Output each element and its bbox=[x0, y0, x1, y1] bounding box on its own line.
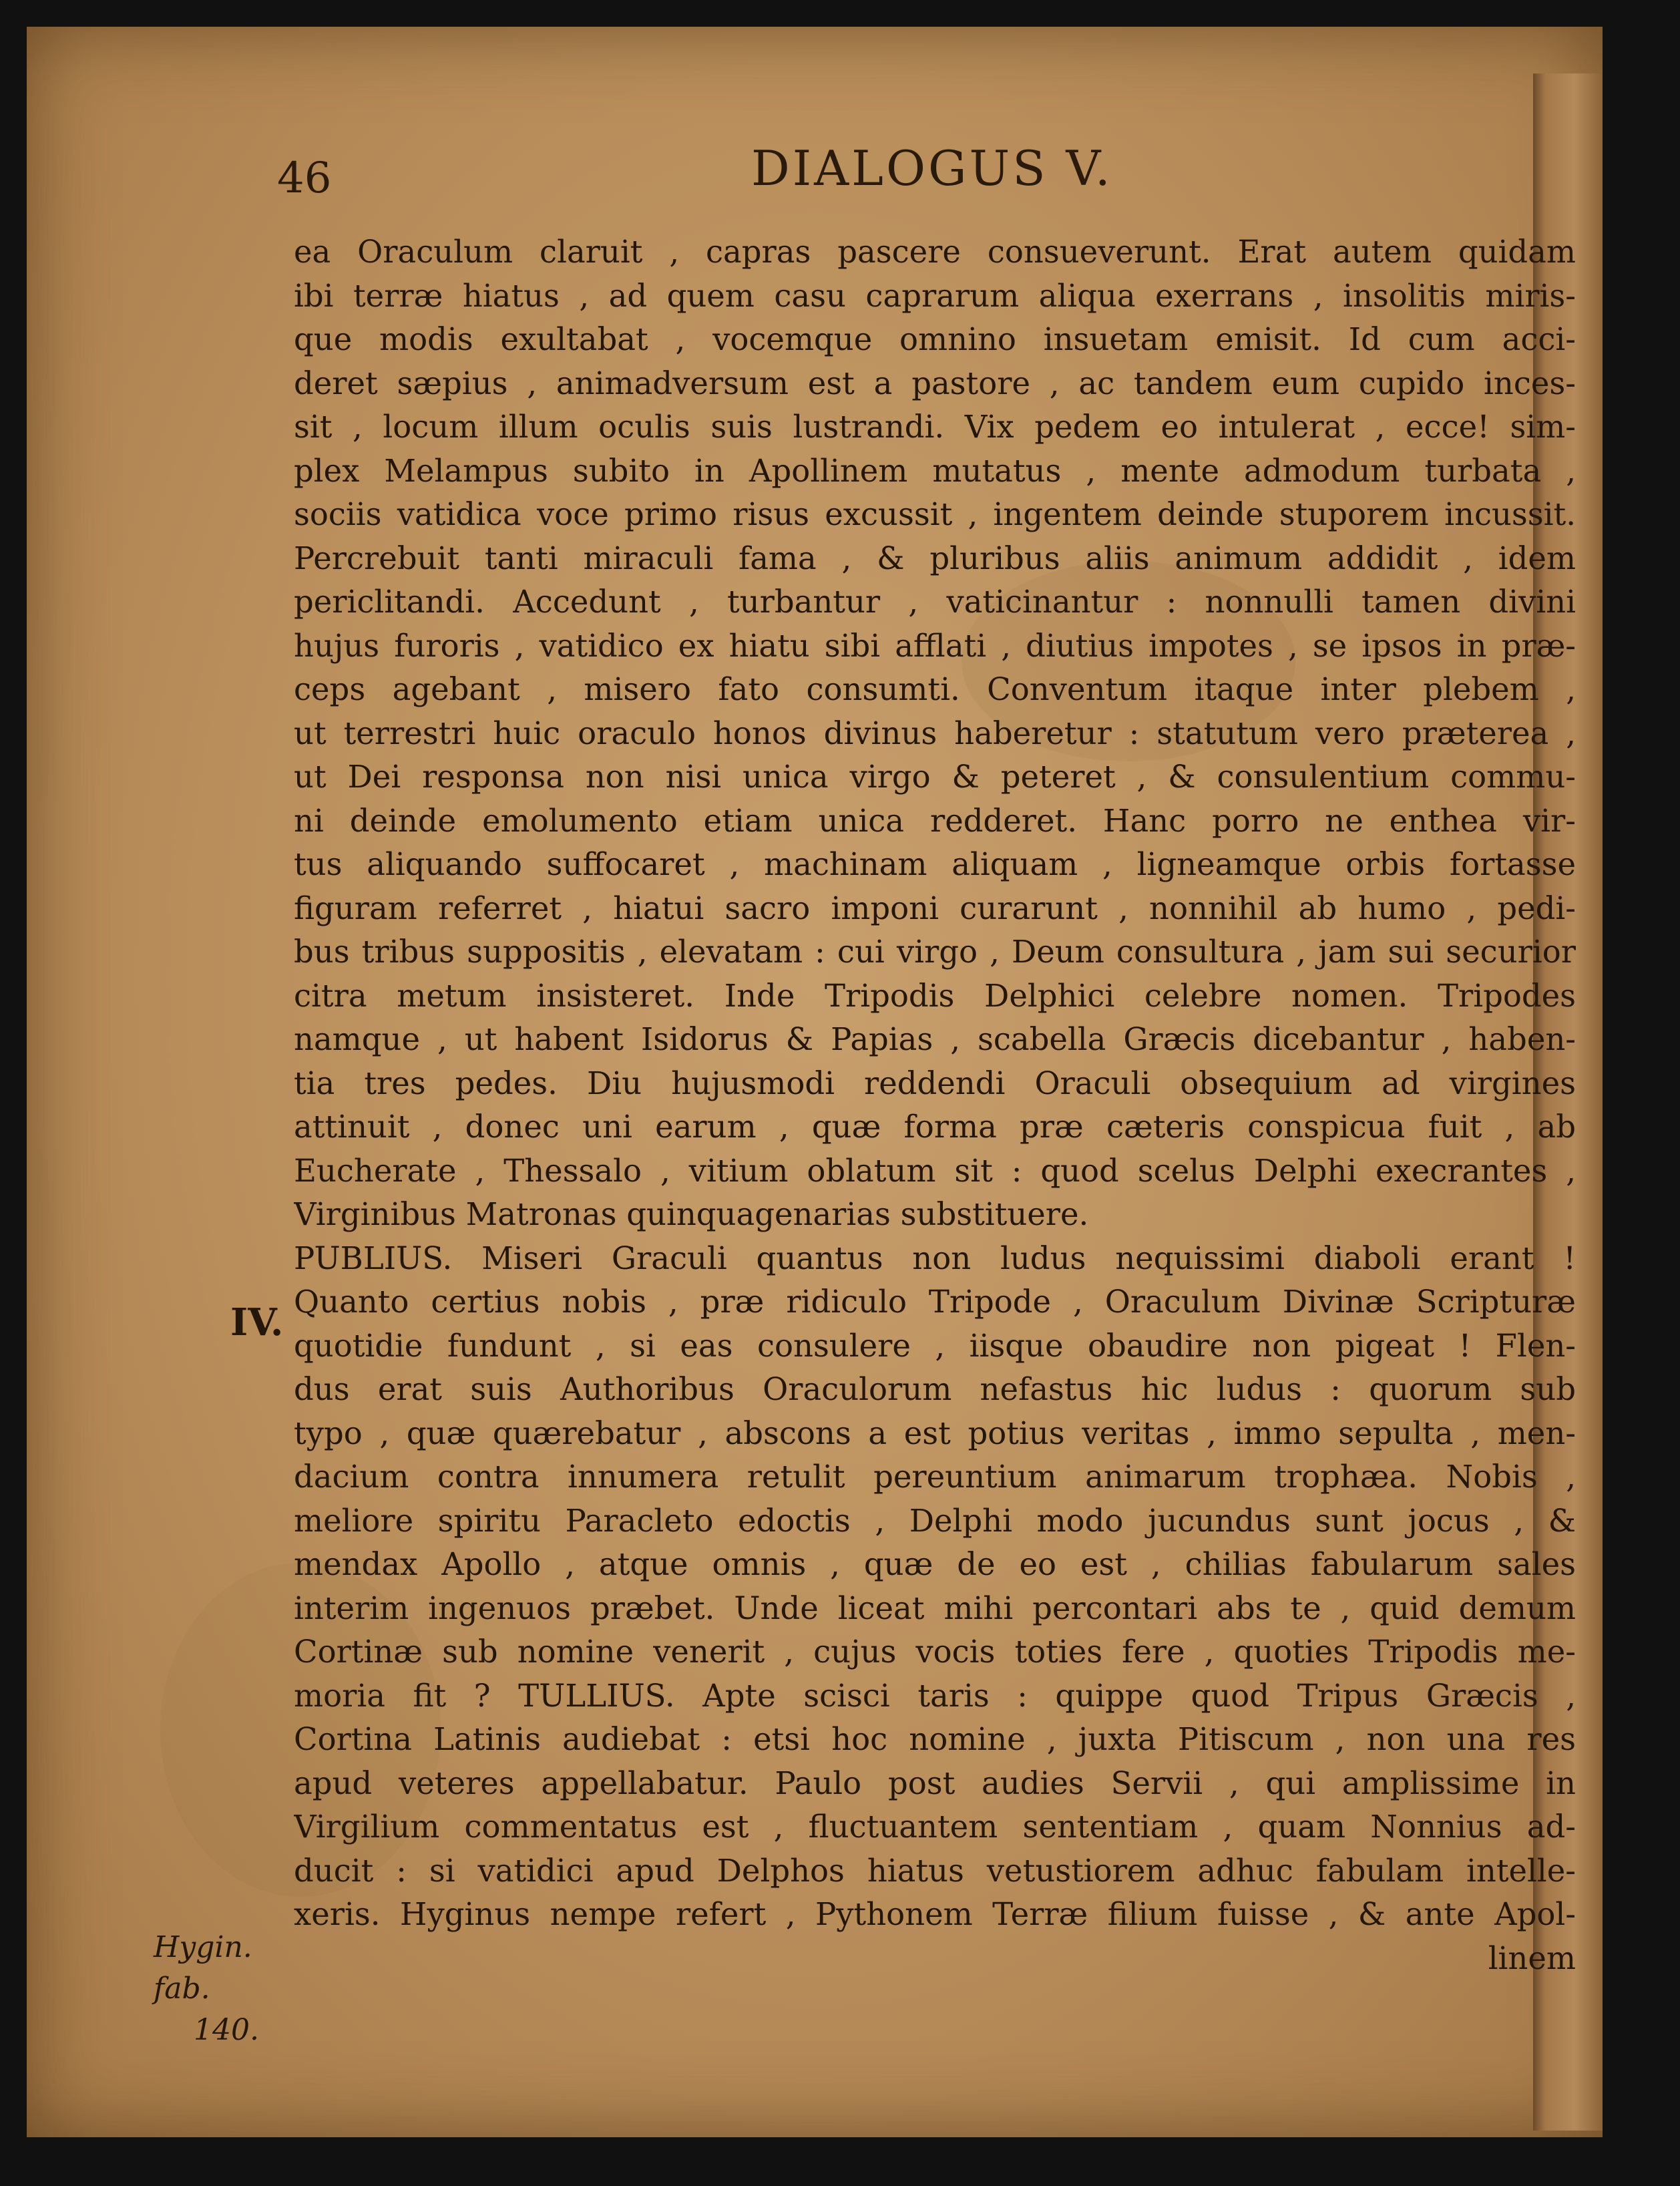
text-line: namque , ut habent Isidorus & Papias , scabella Græcis dicebantur , haben- bbox=[294, 1021, 1576, 1057]
text-line: apud veteres appellabatur. Paulo post audies Servii , qui amplissime in bbox=[294, 1765, 1576, 1801]
text-line: ut Dei responsa non nisi unica virgo & peteret , & consulentium commu- bbox=[294, 759, 1576, 795]
page-header bbox=[27, 127, 1603, 203]
text-line: sit , locum illum oculis suis lustrandi. Vix pedem eo intulerat , ecce! sim- bbox=[294, 409, 1576, 445]
text-line: figuram referret , hiatui sacro imponi curarunt , nonnihil ab humo , pedi- bbox=[294, 890, 1576, 926]
body-text bbox=[294, 230, 1576, 1980]
text-line: typo , quæ quærebatur , abscons a est potius veritas , immo sepulta , men- bbox=[294, 1415, 1576, 1451]
page-number: 46 bbox=[277, 154, 332, 203]
text-line: Cortina Latinis audiebat : etsi hoc nomine , juxta Pitiscum , non una res bbox=[294, 1721, 1576, 1757]
text-line: citra metum insisteret. Inde Tripodis Delphici celebre nomen. Tripodes bbox=[294, 977, 1576, 1014]
book-page bbox=[27, 27, 1603, 2137]
text-line: meliore spiritu Paracleto edoctis , Delphi modo jucundus sunt jocus , & bbox=[294, 1502, 1576, 1539]
text-line: periclitandi. Accedunt , turbantur , vaticinantur : nonnulli tamen divini bbox=[294, 584, 1576, 620]
text-line: tus aliquando suffocaret , machinam aliquam , ligneamque orbis fortasse bbox=[294, 846, 1576, 882]
margin-note-line: 140. bbox=[194, 2013, 259, 2047]
text-line: Cortinæ sub nomine venerit , cujus vocis toties fere , quoties Tripodis me- bbox=[294, 1634, 1576, 1670]
text-line: bus tribus suppositis , elevatam : cui virgo , Deum consultura , jam sui securior bbox=[294, 934, 1576, 970]
text-line: Eucherate , Thessalo , vitium oblatum sit : quod scelus Delphi execrantes , bbox=[294, 1152, 1576, 1189]
section-marker: IV. bbox=[230, 1300, 284, 1344]
text-line: hujus furoris , vatidico ex hiatu sibi afflati , diutius impotes , se ipsos in præ- bbox=[294, 627, 1576, 664]
text-line: plex Melampus subito in Apollinem mutatus , mente admodum turbata , bbox=[294, 452, 1576, 489]
text-line: attinuit , donec uni earum , quæ forma præ cæteris conspicua fuit , ab bbox=[294, 1109, 1576, 1145]
text-line: sociis vatidica voce primo risus excussit , ingentem deinde stuporem incussit. bbox=[294, 496, 1576, 532]
margin-note bbox=[154, 1927, 294, 2051]
text-line: ea Oraculum claruit , capras pascere consueverunt. Erat autem quidam bbox=[294, 234, 1576, 270]
text-line: Percrebuit tanti miraculi fama , & pluribus aliis animum addidit , idem bbox=[294, 540, 1576, 576]
text-line: ceps agebant , misero fato consumti. Conventum itaque inter plebem , bbox=[294, 671, 1576, 707]
text-line: xeris. Hyginus nempe refert , Pythonem Terræ filium fuisse , & ante Apol- bbox=[294, 1896, 1576, 1932]
text-line: dus erat suis Authoribus Oraculorum nefastus hic ludus : quorum sub bbox=[294, 1371, 1576, 1407]
text-line: Virginibus Matronas quinquagenarias substituere. bbox=[294, 1196, 1089, 1232]
text-line: dacium contra innumera retulit pereuntium animarum trophæa. Nobis , bbox=[294, 1459, 1576, 1495]
text-line: tia tres pedes. Diu hujusmodi reddendi Oraculi obsequium ad virgines bbox=[294, 1065, 1576, 1101]
text-line: ni deinde emolumento etiam unica redderet. Hanc porro ne enthea vir- bbox=[294, 802, 1576, 839]
text-line: PUBLIUS. Miseri Graculi quantus non ludus nequissimi diaboli erant ! bbox=[294, 1240, 1576, 1276]
text-line: Virgilium commentatus est , fluctuantem sententiam , quam Nonnius ad- bbox=[294, 1809, 1576, 1845]
text-line: quotidie fundunt , si eas consulere , iisque obaudire non pigeat ! Flen- bbox=[294, 1327, 1576, 1364]
text-line: ibi terræ hiatus , ad quem casu caprarum aliqua exerrans , insolitis miris- bbox=[294, 277, 1576, 314]
catchword: linem bbox=[1488, 1940, 1576, 1976]
running-head: DIALOGUS V. bbox=[751, 140, 1113, 196]
text-line: mendax Apollo , atque omnis , quæ de eo est , chilias fabularum sales bbox=[294, 1546, 1576, 1582]
text-line: ut terrestri huic oraculo honos divinus haberetur : statutum vero præterea , bbox=[294, 715, 1576, 751]
text-line: interim ingenuos præbet. Unde liceat mihi percontari abs te , quid demum bbox=[294, 1590, 1576, 1626]
text-line: que modis exultabat , vocemque omnino insuetam emisit. Id cum acci- bbox=[294, 321, 1576, 357]
text-line: Quanto certius nobis , præ ridiculo Tripode , Oraculum Divinæ Scripturæ bbox=[294, 1284, 1576, 1320]
margin-note-line: Hygin. fab. bbox=[154, 1930, 252, 2006]
text-line: moria fit ? TULLIUS. Apte scisci taris : quippe quod Tripus Græcis , bbox=[294, 1677, 1576, 1714]
text-line: ducit : si vatidici apud Delphos hiatus vetustiorem adhuc fabulam intelle- bbox=[294, 1852, 1576, 1889]
text-line: deret sæpius , animadversum est a pastore , ac tandem eum cupido inces- bbox=[294, 365, 1576, 401]
